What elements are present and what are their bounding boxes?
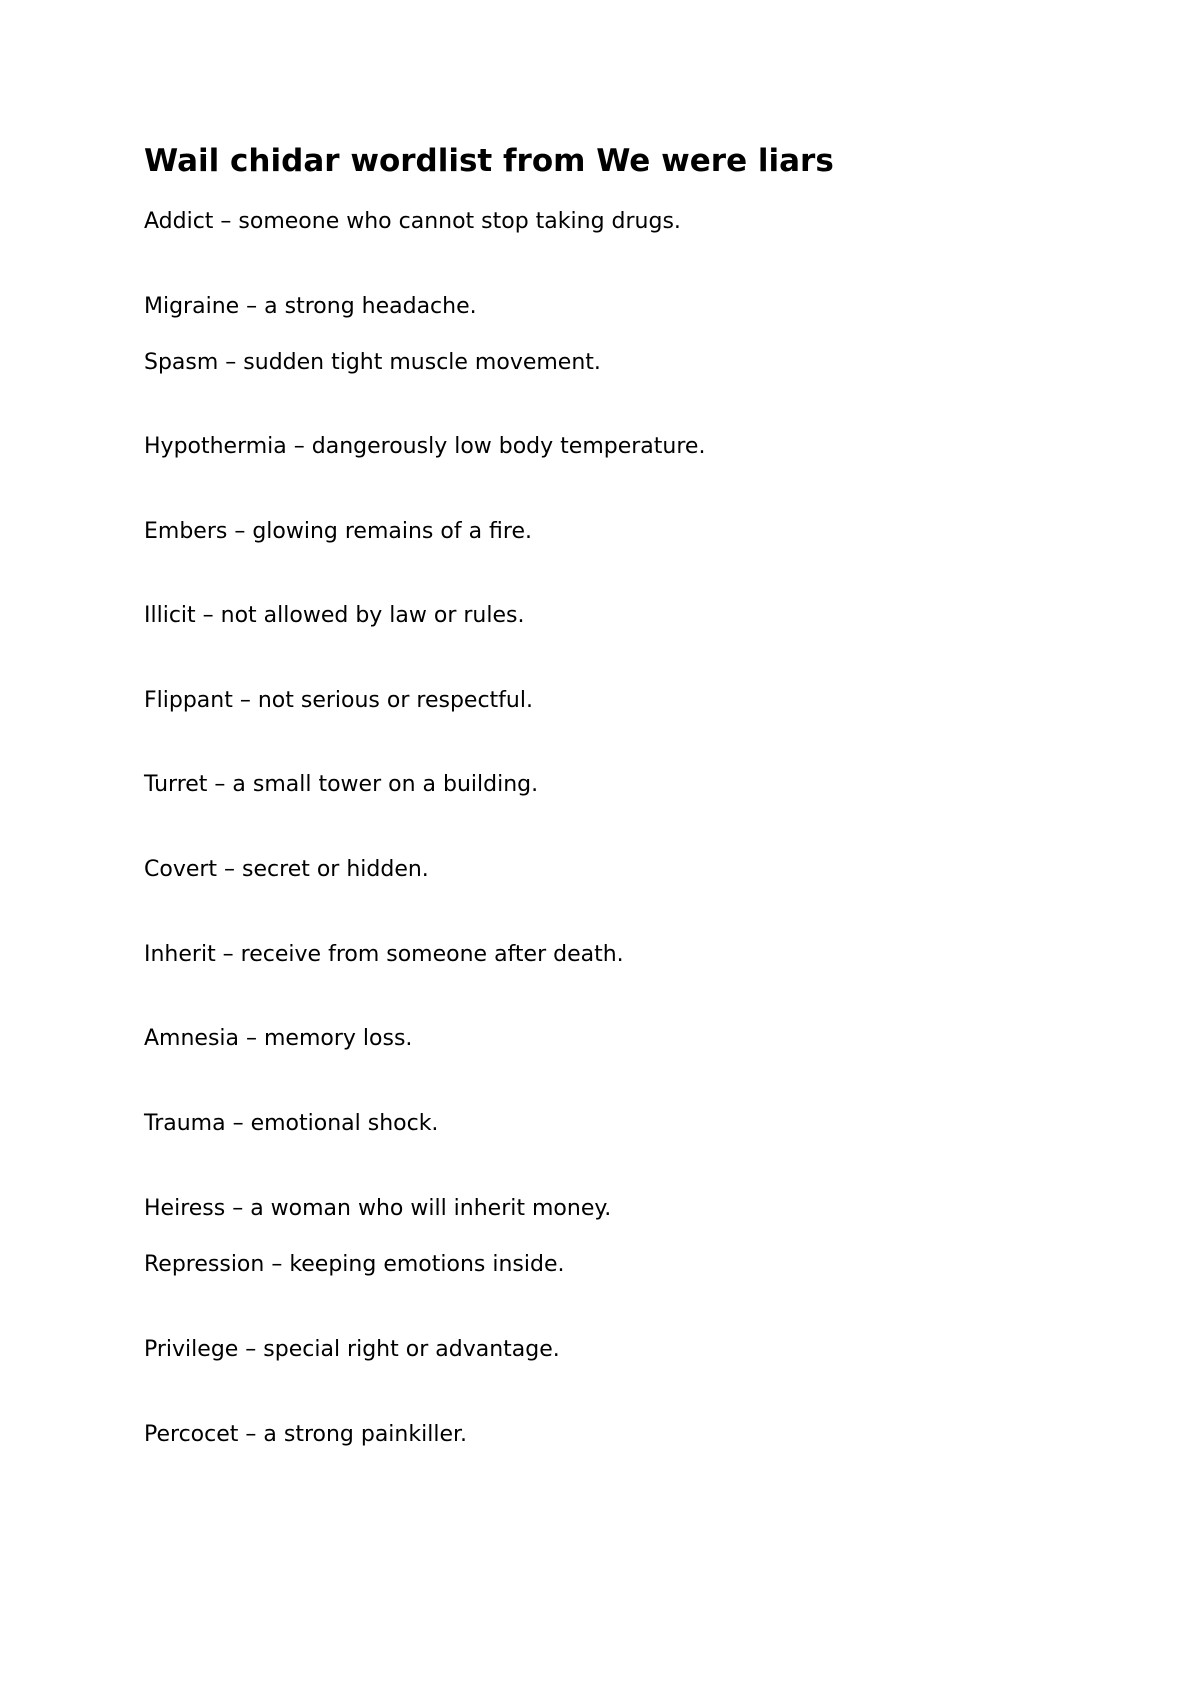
wordlist-entry-flippant: Flippant – not serious or respectful. xyxy=(144,688,533,713)
wordlist-entry-covert: Covert – secret or hidden. xyxy=(144,857,429,882)
wordlist-entry-embers: Embers – glowing remains of a fire. xyxy=(144,519,533,544)
wordlist-entry-turret: Turret – a small tower on a building. xyxy=(144,772,539,797)
wordlist-entry-amnesia: Amnesia – memory loss. xyxy=(144,1026,413,1051)
wordlist-entry-inherit: Inherit – receive from someone after death. xyxy=(144,942,624,967)
page-title: Wail chidar wordlist from We were liars xyxy=(144,143,834,179)
wordlist-entry-trauma: Trauma – emotional shock. xyxy=(144,1111,439,1136)
wordlist-entry-privilege: Privilege – special right or advantage. xyxy=(144,1337,560,1362)
wordlist-entry-repression: Repression – keeping emotions inside. xyxy=(144,1252,565,1277)
wordlist-entry-migraine: Migraine – a strong headache. xyxy=(144,294,477,319)
wordlist-entry-spasm: Spasm – sudden tight muscle movement. xyxy=(144,350,601,375)
wordlist-entry-illicit: Illicit – not allowed by law or rules. xyxy=(144,603,525,628)
wordlist-entry-percocet: Percocet – a strong painkiller. xyxy=(144,1422,467,1447)
wordlist-entry-hypothermia: Hypothermia – dangerously low body temperature. xyxy=(144,434,706,459)
wordlist-entry-heiress: Heiress – a woman who will inherit money. xyxy=(144,1196,612,1221)
wordlist-entry-addict: Addict – someone who cannot stop taking drugs. xyxy=(144,209,681,234)
